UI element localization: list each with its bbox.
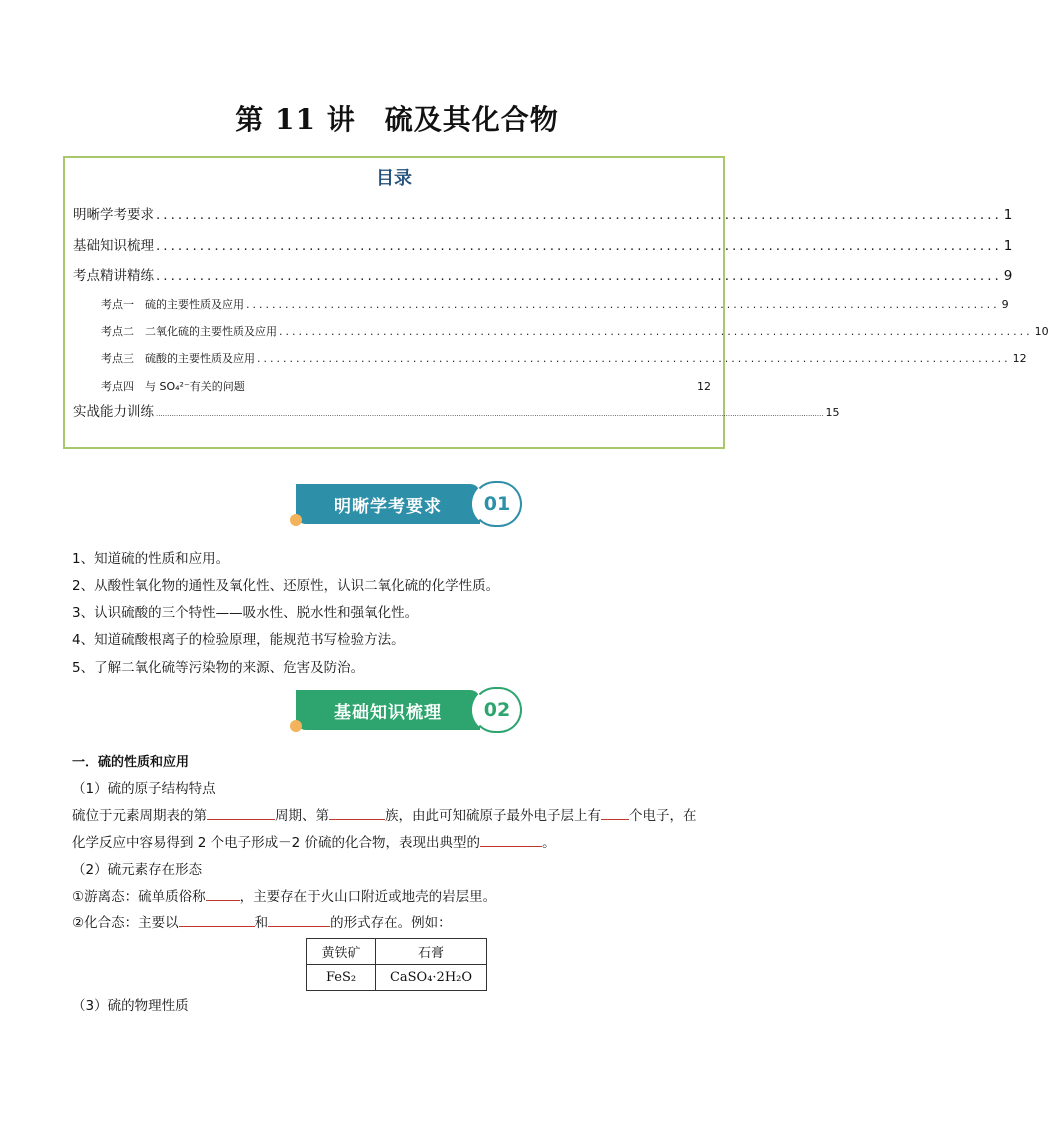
toc-entry-label: 实战能力训练 (73, 404, 154, 420)
fill-blank[interactable] (206, 886, 240, 901)
table-header-cell: 石膏 (376, 939, 487, 965)
fill-blank[interactable] (179, 912, 255, 927)
fill-blank[interactable] (207, 805, 275, 820)
toc-entry-label: 考点一 硫的主要性质及应用 (101, 298, 244, 311)
toc-entry-page: 1 (1003, 207, 1013, 223)
toc-entry[interactable]: 明晰学考要求 .................................................................................................................... 1 (73, 203, 717, 223)
toc-entry[interactable]: 考点二 二氧化硫的主要性质及应用 .................................................................................................................... 10 (101, 325, 1049, 338)
toc-entry-label: 基础知识梳理 (73, 238, 154, 254)
toc-entry-page: 9 (1001, 298, 1009, 311)
fill-blank[interactable] (480, 832, 542, 847)
toc-entry-label: 考点四 与 SO₄²⁻有关的问题 (101, 380, 245, 393)
toc-entry[interactable]: 基础知识梳理 .................................................................................................................... 1 (73, 234, 717, 254)
toc-entry-page: 10 (1034, 325, 1049, 338)
table-cell: FeS₂ (307, 965, 376, 991)
toc-entry-page: 9 (1003, 268, 1013, 284)
section-banner-label: 明晰学考要求 (296, 484, 480, 524)
requirement-item: 1、知道硫的性质和应用。 (72, 551, 230, 567)
banner-dot-icon (290, 720, 302, 732)
paragraph-line: 化学反应中容易得到 2 个电子形成－2 价硫的化合物，表现出典型的 。 (72, 831, 556, 851)
section-number: 02 (472, 687, 522, 733)
requirement-item: 3、认识硫酸的三个特性——吸水性、脱水性和强氧化性。 (72, 605, 419, 621)
banner-dot-icon (290, 514, 302, 526)
subheading: （1）硫的原子结构特点 (72, 781, 216, 797)
requirement-item: 5、了解二氧化硫等污染物的来源、危害及防治。 (72, 660, 365, 676)
toc-heading: 目录 (376, 168, 412, 189)
toc-entry-page: 12 (697, 380, 711, 393)
mineral-table (306, 938, 487, 991)
fill-blank[interactable] (601, 805, 629, 820)
paragraph-line: ②化合态：主要以 和 的形式存在。例如： (72, 911, 452, 931)
toc-entry-label: 考点精讲精练 (73, 268, 154, 284)
toc-entry[interactable]: 考点三 硫酸的主要性质及应用 .................................................................................................................... 12 (101, 352, 1027, 365)
toc-entry-label: 明晰学考要求 (73, 207, 154, 223)
paragraph-line: 硫位于元素周期表的第 周期、第 族，由此可知硫原子最外电子层上有 个电子，在 (72, 804, 697, 824)
toc-entry-page: 1 (1003, 238, 1013, 254)
toc-entry[interactable]: 考点一 硫的主要性质及应用 .................................................................................................................... 9 (101, 298, 1009, 311)
requirement-item: 2、从酸性氧化物的通性及氧化性、还原性，认识二氧化硫的化学性质。 (72, 578, 500, 594)
toc-entry-label: 考点三 硫酸的主要性质及应用 (101, 352, 255, 365)
toc-entry[interactable]: 考点精讲精练 .................................................................................................................... 9 (73, 264, 717, 284)
toc-entry-page: 15 (825, 406, 840, 419)
toc-entry-label: 考点二 二氧化硫的主要性质及应用 (101, 325, 277, 338)
requirement-item: 4、知道硫酸根离子的检验原理，能规范书写检验方法。 (72, 632, 405, 648)
fill-blank[interactable] (268, 912, 330, 927)
subheading: （2）硫元素存在形态 (72, 862, 203, 878)
toc-entry-page: 12 (1012, 352, 1027, 365)
section-heading: 一．硫的性质和应用 (72, 755, 190, 770)
toc-entry[interactable]: 实战能力训练 ............................................................................................................................................................................................................................................................................................................ 15 (73, 400, 717, 420)
table-row (307, 965, 487, 991)
toc-entry[interactable] (101, 378, 711, 394)
fill-blank[interactable] (329, 805, 385, 820)
paragraph-line: ①游离态：硫单质俗称 ，主要存在于火山口附近或地壳的岩层里。 (72, 885, 496, 905)
subheading: （3）硫的物理性质 (72, 998, 189, 1014)
table-cell: CaSO₄·2H₂O (376, 965, 487, 991)
page-title: 第 11 讲 硫及其化合物 (235, 103, 559, 136)
section-banner-label: 基础知识梳理 (296, 690, 480, 730)
table-header-cell: 黄铁矿 (307, 939, 376, 965)
section-number: 01 (472, 481, 522, 527)
table-of-contents (63, 156, 1049, 449)
table-row (307, 939, 487, 965)
